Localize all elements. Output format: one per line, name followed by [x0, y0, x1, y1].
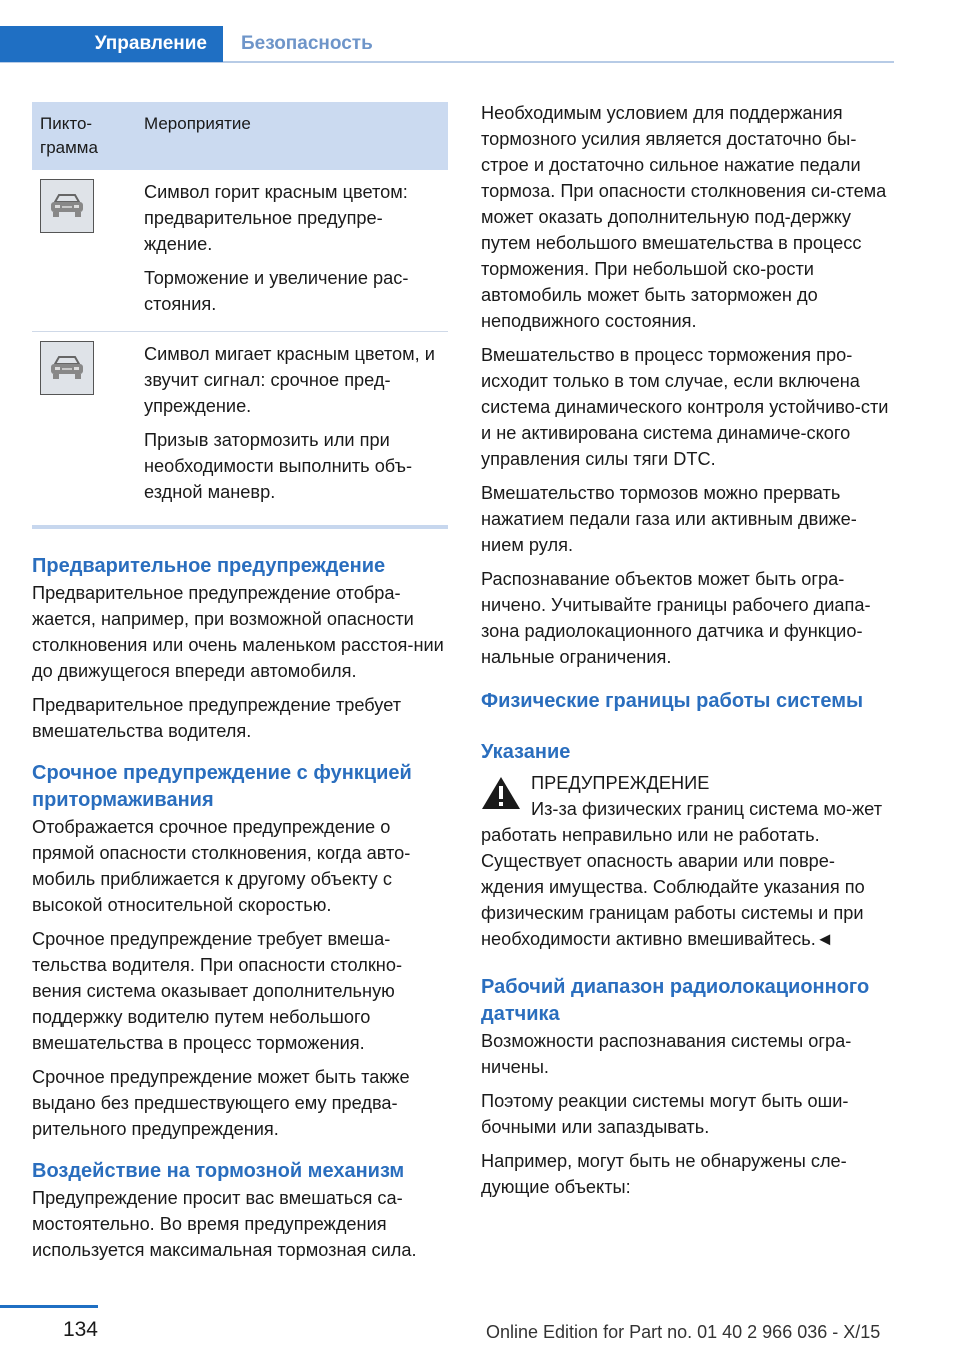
- table-header-action: Мероприятие: [136, 102, 448, 170]
- row2-text: Символ мигает красным цветом, и звучит сигнал: срочное пред-упреждение.: [144, 344, 435, 416]
- row2-text2: Призыв затормозить или при необходимости выполнить объ-ездной маневр.: [144, 430, 413, 502]
- body-paragraph: Необходимым условием для поддержания тормозного усилия является достаточно бы-строе и достаточно сильное нажатие педали тормоза. При опасности столкновения си-стема может оказать дополнительную под-держку путем небольшого вмешательства в процесс торможения. При небольшой ско-рости автомобиль может быть заторможен до неподвижного состояния.: [481, 103, 887, 331]
- page-header: [0, 26, 894, 62]
- urgent-warning-paragraph: Срочное предупреждение может быть также выдано без предшествующего ему предва-рительного предупреждения.: [32, 1067, 410, 1139]
- urgent-warning-paragraph: Отображается срочное предупреждение о прямой опасности столкновения, когда авто-мобиль приближается к другому объекту с высокой относительной скоростью.: [32, 817, 411, 915]
- pre-warning-paragraph: Предварительное предупреждение требует вмешательства водителя.: [32, 695, 402, 741]
- body-paragraph: Вмешательство в процесс торможения про-исходит только в том случае, если включена система динамического контроля устойчиво-сти и не активирована система динамиче-ского управления силы тяги DTC.: [481, 345, 889, 469]
- car-front-icon: [40, 341, 94, 395]
- row1-text2: Торможение и увеличение рас-стояния.: [144, 268, 409, 314]
- heading-pre-warning: Предварительное предупреждение: [32, 555, 386, 577]
- row1-text: Символ горит красным цветом: предварительное предупре-ждение.: [144, 182, 408, 254]
- brake-paragraph: Предупреждение просит вас вмешаться са-мостоятельно. Во время предупреждения используется максимальная тормозная сила.: [32, 1188, 417, 1260]
- right-column: [481, 100, 895, 1208]
- table-header-pictogram: Пикто- грамма: [32, 102, 136, 170]
- table-row: [32, 332, 448, 520]
- tab-control[interactable]: Управление: [0, 26, 223, 62]
- pre-warning-paragraph: Предварительное предупреждение отобра-жается, например, при возможной опасности столкновения или очень маленьком расстоя-нии до движущегося впереди автомобиля.: [32, 583, 444, 681]
- range-paragraph: Возможности распознавания системы огра-ничены.: [481, 1031, 852, 1077]
- urgent-warning-paragraph: Срочное предупреждение требует вмеша-тельства водителя. При опасности столкно-вения система оказывает дополнительную поддержку водителю путем небольшого вмешательства в процесс торможения.: [32, 929, 403, 1053]
- pictogram-table: [32, 102, 448, 519]
- heading-brake-effect: Воздействие на тормозной механизм: [32, 1160, 405, 1182]
- car-front-icon: [40, 179, 94, 233]
- page-number: 134: [62, 1318, 98, 1341]
- table-bottom-rule: [32, 525, 448, 529]
- table-row: [32, 170, 448, 332]
- warning-title: ПРЕДУПРЕЖДЕНИЕ: [531, 773, 710, 793]
- heading-physical-limits: Физические границы работы системы: [481, 690, 864, 712]
- footer-accent-bar: [0, 1305, 98, 1308]
- heading-urgent-warning: Срочное предупреждение с функцией притормаживания: [32, 762, 412, 811]
- warning-block: [481, 770, 895, 796]
- tab-safety[interactable]: Безопасность: [241, 33, 373, 54]
- range-paragraph: Например, могут быть не обнаружены сле-дующие объекты:: [481, 1151, 847, 1197]
- warning-text: Из-за физических границ система мо-жет работать неправильно или не работать. Существует опасность аварии или повре-ждения имущества. Соблюдайте указания по физическим границам работы системы и при необходимости активно вмешивайтесь.◄: [481, 799, 883, 949]
- heading-note: Указание: [481, 741, 571, 763]
- range-paragraph: Поэтому реакции системы могут быть оши-бочными или запаздывать.: [481, 1091, 849, 1137]
- body-paragraph: Распознавание объектов может быть огра-ничено. Учитывайте границы рабочего диапа-зона радиолокационного датчика и функцио-нальные ограничения.: [481, 569, 871, 667]
- left-column: [32, 102, 448, 1271]
- table-header-row: [32, 102, 448, 170]
- warning-triangle-icon: [481, 776, 521, 810]
- edition-text: Online Edition for Part no. 01 40 2 966 036 - X/15: [486, 1322, 881, 1342]
- body-paragraph: Вмешательство тормозов можно прервать нажатием педали газа или активным движе-нием руля.: [481, 483, 857, 555]
- heading-radar-range: Рабочий диапазон радиолокационного датчика: [481, 976, 870, 1025]
